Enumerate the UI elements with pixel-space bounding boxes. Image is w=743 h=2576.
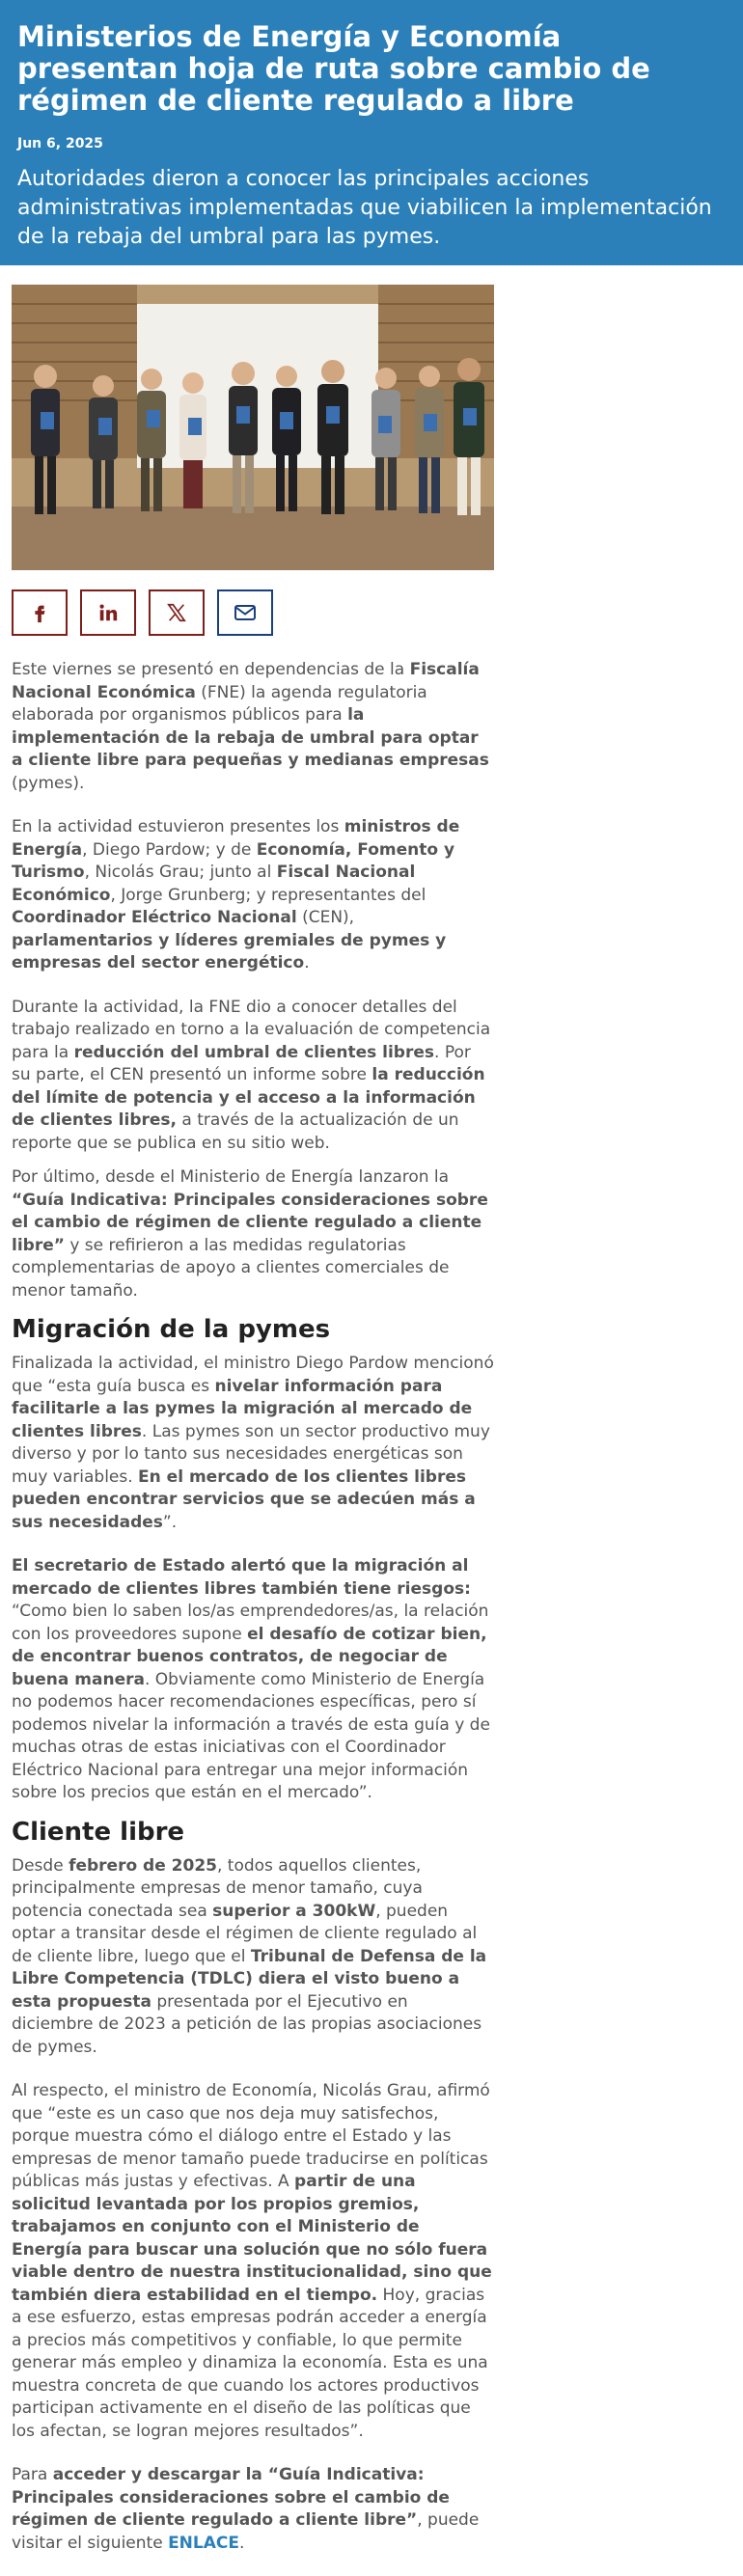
text: , todos aquellos clientes, principalmente empresas de menor tamaño, cuya potencia conectada sea bbox=[12, 1855, 423, 1921]
text: , Diego Pardow; y de bbox=[82, 839, 257, 860]
paragraph bbox=[12, 1353, 494, 1534]
bold-text: Economía, Fomento y Turismo bbox=[12, 839, 455, 882]
text: , Jorge Grunberg; y representantes del bbox=[110, 885, 427, 905]
text: “Como bien lo saben los/as emprendedores/as, la relación con los proveedores supone bbox=[12, 1602, 489, 1644]
text: (CEN), bbox=[296, 908, 355, 927]
bold-text: febrero de 2025 bbox=[69, 1855, 217, 1876]
text: Durante la actividad, la FNE dio a conocer detalles del trabajo realizado en torno a la evaluación de competencia para la bbox=[12, 997, 491, 1062]
section-heading-cliente-libre: Cliente libre bbox=[12, 1817, 185, 1847]
paragraph bbox=[12, 2464, 494, 2555]
text: . Obviamente como Ministerio de Energía no podemos hacer recomendaciones específicas, pero sí podemos nivelar la información a través de esta guía y de muchas otras de estas iniciativas con el Coordinador Eléctrico Nacional para entregar una mejor información sobre los precios que están en el mercado”. bbox=[12, 1669, 490, 1802]
text: Desde bbox=[12, 1855, 69, 1876]
article-lede: Autoridades dieron a conocer las principales acciones administrativas implementadas que viabilicen la implementación de la rebaja del umbral para las pymes. bbox=[17, 167, 712, 249]
bold-text: “Guía Indicativa: Principales consideraciones sobre el cambio de régimen de cliente regulado a cliente libre” bbox=[12, 1190, 488, 1255]
bold-text: parlamentarios y líderes gremiales de pymes y empresas del sector energético bbox=[12, 930, 447, 973]
text: . Las pymes son un sector productivo muy diverso y por lo tanto sus necesidades energéticas son muy variables. bbox=[12, 1421, 490, 1487]
text: Finalizada la actividad, el ministro Diego Pardow mencionó que “esta guía busca es bbox=[12, 1354, 494, 1396]
bold-text: Coordinador Eléctrico Nacional bbox=[12, 908, 297, 927]
bold-text: reducción del umbral de clientes libres bbox=[73, 1042, 435, 1062]
text: , pueden optar a transitar desde el régimen de cliente regulado al de cliente libre, luego que el bbox=[12, 1901, 478, 1966]
bold-text: nivelar información para facilitarle a las pymes la migración al mercado de clientes libres bbox=[12, 1376, 473, 1441]
share-email-button[interactable] bbox=[217, 589, 273, 636]
text: Para bbox=[12, 2465, 53, 2484]
facebook-icon bbox=[29, 602, 50, 623]
text: . bbox=[238, 2533, 245, 2553]
text: . bbox=[304, 953, 310, 973]
text: , puede visitar el siguiente bbox=[12, 2510, 480, 2553]
text: . Por su parte, el CEN presentó un informe sobre bbox=[12, 1042, 471, 1084]
text: (pymes). bbox=[12, 773, 85, 793]
article-title: Ministerios de Energía y Economía presentan hoja de ruta sobre cambio de régimen de cliente regulado a libre bbox=[17, 20, 650, 117]
text: ”. bbox=[162, 1512, 178, 1532]
paragraph bbox=[12, 1166, 494, 1302]
bold-text: ministros de Energía bbox=[12, 817, 460, 860]
article-header bbox=[0, 0, 743, 265]
bold-text: El secretario de Estado alertó que la migración al mercado de clientes libres también tiene riesgos: bbox=[12, 1556, 471, 1599]
paragraph bbox=[12, 816, 494, 975]
text: Al respecto, el ministro de Economía, Nicolás Grau, afirmó que “este es un caso que nos deja muy satisfechos, porque muestra cómo el diálogo entre el Estado y las empresas de menor tamaño puede traducirse en políticas públicas más justas y efectivas. A bbox=[12, 2081, 490, 2191]
group-photo-illustration bbox=[12, 285, 494, 570]
linkedin-icon bbox=[96, 602, 120, 623]
paragraph bbox=[12, 997, 494, 1156]
bold-text: superior a 300kW bbox=[212, 1901, 376, 1921]
x-icon bbox=[166, 602, 187, 623]
bold-text: partir de una solicitud levantada por los propios gremios, trabajamos en conjunto con el Ministerio de Energía para buscar una solución que no sólo fuera viable dentro de nuestra institucionalidad, sino que también diera estabilidad en el tiempo. bbox=[12, 2172, 492, 2305]
text: Hoy, gracias a ese esfuerzo, estas empresas podrán acceder a energía a precios más competitivos y confiable, lo que permite generar más empleo y dinamiza la economía. Esta es una muestra concreta de que cuando los actores productivos participan activamente en el diseño de las políticas que los afectan, se logran mejores resultados”. bbox=[12, 2285, 488, 2441]
share-linkedin-button[interactable] bbox=[80, 589, 136, 636]
share-x-button[interactable] bbox=[149, 589, 205, 636]
text: a través de la actualización de un reporte que se publica en su sitio web. bbox=[12, 1110, 459, 1153]
paragraph bbox=[12, 1855, 494, 2060]
paragraph bbox=[12, 1555, 494, 1805]
article-photo bbox=[12, 285, 494, 570]
bold-text: el desafío de cotizar bien, de encontrar buenos contratos, de negociar de buena manera bbox=[12, 1624, 487, 1689]
text: En la actividad estuvieron presentes los bbox=[12, 817, 344, 836]
guide-download-link[interactable]: ENLACE bbox=[168, 2533, 239, 2553]
bold-text: Fiscal Nacional Económico bbox=[12, 863, 416, 905]
bold-text: Fiscalía Nacional Económica bbox=[12, 660, 480, 702]
article-date: Jun 6, 2025 bbox=[17, 136, 103, 151]
share-bar bbox=[12, 589, 743, 636]
bold-text: acceder y descargar la “Guía Indicativa: Principales consideraciones sobre el cambio de régimen de cliente regulado a cliente libre” bbox=[12, 2465, 450, 2530]
text: (FNE) la agenda regulatoria elaborada por organismos públicos para bbox=[12, 682, 427, 725]
paragraph bbox=[12, 659, 494, 795]
text: presentada por el Ejecutivo en diciembre de 2023 a petición de las propias asociaciones de pymes. bbox=[12, 1991, 482, 2057]
bold-text: En el mercado de los clientes libres pueden encontrar servicios que se adecúen más a sus necesidades bbox=[12, 1466, 476, 1532]
email-icon bbox=[234, 603, 257, 622]
text: Este viernes se presentó en dependencias de la bbox=[12, 660, 410, 679]
bold-text: Tribunal de Defensa de la Libre Competencia (TDLC) diera el visto bueno a esta propuesta bbox=[12, 1946, 487, 2012]
bold-text: la reducción del límite de potencia y el acceso a la información de clientes libres, bbox=[12, 1065, 485, 1130]
text: Por último, desde el Ministerio de Energía lanzaron la bbox=[12, 1167, 450, 1187]
article-body bbox=[12, 659, 494, 2555]
share-facebook-button[interactable] bbox=[12, 589, 68, 636]
text: , Nicolás Grau; junto al bbox=[84, 863, 277, 882]
text: y se refirieron a las medidas regulatorias complementarias de apoyo a clientes comerciales de menor tamaño. bbox=[12, 1235, 450, 1301]
section-heading-migracion: Migración de la pymes bbox=[12, 1315, 331, 1344]
bold-text: la implementación de la rebaja de umbral para optar a cliente libre para pequeñas y medianas empresas bbox=[12, 705, 489, 770]
paragraph bbox=[12, 2080, 494, 2443]
